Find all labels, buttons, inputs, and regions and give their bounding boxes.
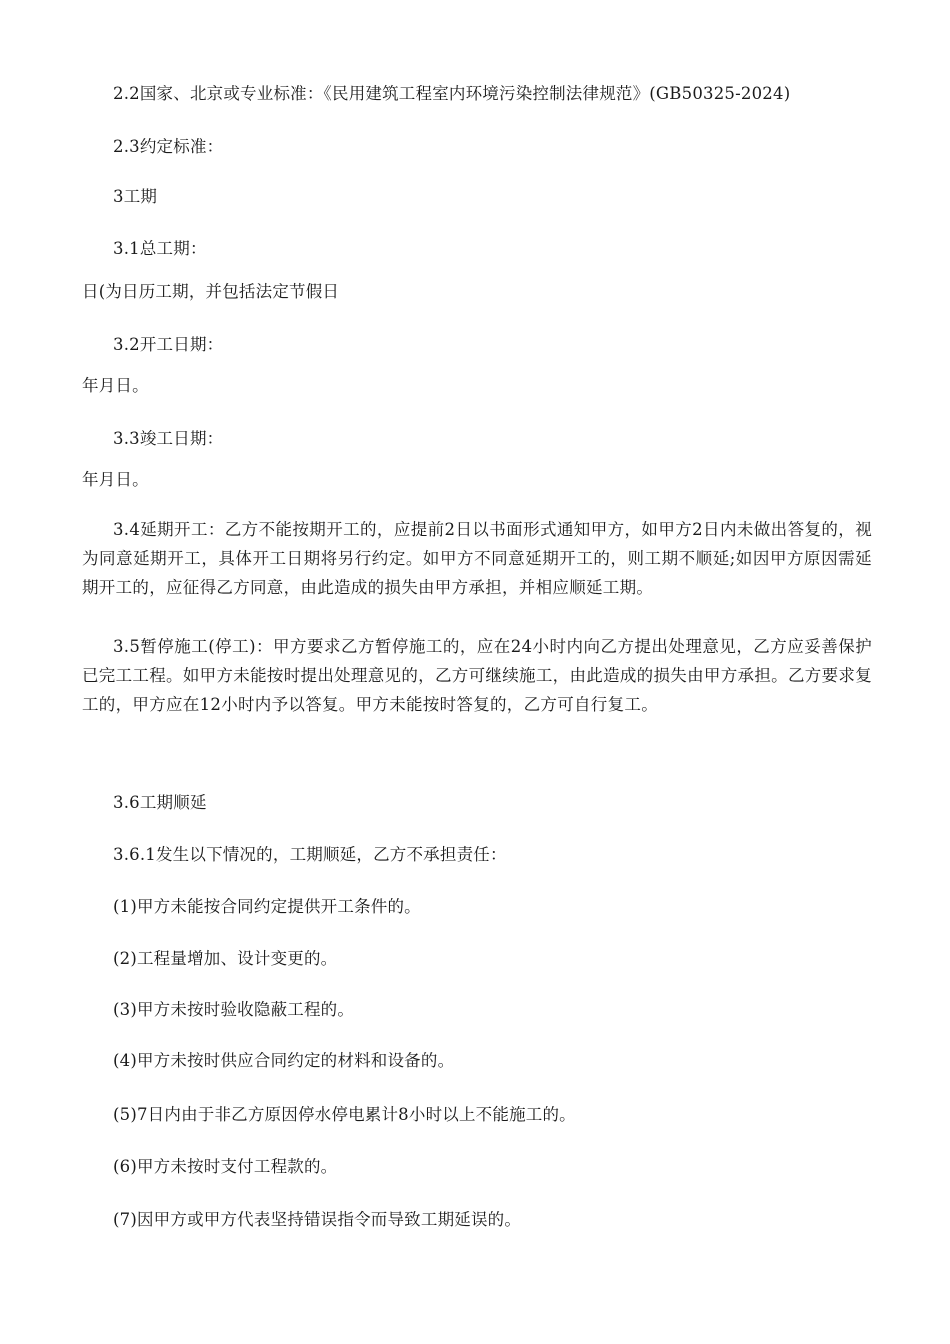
clause-3-6: 3.6工期顺延: [113, 793, 207, 812]
section-3-heading: 3工期: [113, 187, 158, 206]
clause-3-3-value: 年月日。: [82, 470, 149, 489]
clause-3-1: 3.1总工期：: [113, 239, 207, 258]
clause-3-2: 3.2开工日期：: [113, 335, 224, 354]
list-item: (6)甲方未按时支付工程款的。: [113, 1157, 338, 1176]
clause-3-1-value: 日(为日历工期，并包括法定节假日: [82, 282, 340, 301]
list-item: (4)甲方未按时供应合同约定的材料和设备的。: [113, 1051, 455, 1070]
clause-2-2: 2.2国家、北京或专业标准：《民用建筑工程室内环境污染控制法律规范》(GB50325-2024): [113, 84, 791, 103]
list-item: (2)工程量增加、设计变更的。: [113, 949, 338, 968]
clause-3-3: 3.3竣工日期：: [113, 429, 224, 448]
clause-3-4: 3.4延期开工：乙方不能按期开工的，应提前2日以书面形式通知甲方，如甲方2日内未做出答复的，视为同意延期开工，具体开工日期将另行约定。如甲方不同意延期开工的，则工期不顺延;如因甲方原因需延期开工的，应征得乙方同意，由此造成的损失由甲方承担，并相应顺延工期。: [82, 520, 872, 597]
list-item: (5)7日内由于非乙方原因停水停电累计8小时以上不能施工的。: [113, 1105, 576, 1124]
list-item: (7)因甲方或甲方代表坚持错误指令而导致工期延误的。: [113, 1210, 522, 1229]
list-item: (1)甲方未能按合同约定提供开工条件的。: [113, 897, 421, 916]
clause-3-6-1: 3.6.1发生以下情况的，工期顺延，乙方不承担责任：: [113, 845, 507, 864]
clause-3-2-value: 年月日。: [82, 376, 149, 395]
clause-2-3: 2.3约定标准：: [113, 137, 224, 156]
clause-3-5: 3.5暂停施工(停工)：甲方要求乙方暂停施工的，应在24小时内向乙方提出处理意见，乙方应妥善保护已完工工程。如甲方未能按时提出处理意见的，乙方可继续施工，由此造成的损失由甲方承担。乙方要求复工的，甲方应在12小时内予以答复。甲方未能按时答复的，乙方可自行复工。: [82, 637, 872, 714]
list-item: (3)甲方未按时验收隐蔽工程的。: [113, 1000, 355, 1019]
